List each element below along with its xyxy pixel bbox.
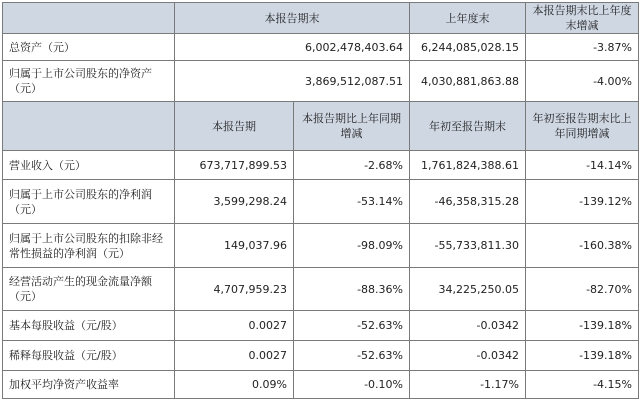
value-cell: -0.0342 — [410, 311, 526, 341]
value-cell: 3,599,298.24 — [175, 180, 294, 224]
value-cell: 6,244,085,028.15 — [410, 34, 526, 61]
table-row — [3, 34, 639, 61]
value-cell: 673,717,899.53 — [175, 151, 294, 180]
header-blank-cell — [3, 3, 175, 34]
col-header-ytd-change: 年初至报告期末比上年同期增减 — [526, 102, 639, 151]
value-cell: -52.63% — [294, 341, 410, 371]
row-label: 总资产（元） — [3, 34, 175, 61]
value-cell: -0.10% — [294, 371, 410, 399]
col-header-ytd: 年初至报告期末 — [410, 102, 526, 151]
table-row — [3, 268, 639, 311]
financial-summary — [2, 2, 638, 403]
bottom-header-row — [3, 102, 639, 151]
col-header-change-vs-prior-year-end: 本报告期末比上年度末增减 — [526, 3, 639, 34]
table-row — [3, 151, 639, 180]
value-cell: -46,358,315.28 — [410, 180, 526, 224]
table-row — [3, 180, 639, 224]
value-cell: -2.68% — [294, 151, 410, 180]
value-cell: -139.18% — [526, 341, 639, 371]
financial-table — [2, 2, 639, 399]
col-header-current-period: 本报告期 — [175, 102, 294, 151]
row-label: 经营活动产生的现金流量净额（元） — [3, 268, 175, 311]
value-cell: -55,733,811.30 — [410, 224, 526, 268]
col-header-prior-year-end: 上年度末 — [410, 3, 526, 34]
table-row — [3, 341, 639, 371]
value-cell: -14.14% — [526, 151, 639, 180]
value-cell: -160.38% — [526, 224, 639, 268]
value-cell: -1.17% — [410, 371, 526, 399]
row-label: 归属于上市公司股东的净利润（元） — [3, 180, 175, 224]
value-cell: 0.0027 — [175, 341, 294, 371]
value-cell: 0.09% — [175, 371, 294, 399]
value-cell: -4.00% — [526, 61, 639, 102]
row-label: 稀释每股收益（元/股） — [3, 341, 175, 371]
value-cell: -4.15% — [526, 371, 639, 399]
row-label: 加权平均净资产收益率 — [3, 371, 175, 399]
value-cell: 4,707,959.23 — [175, 268, 294, 311]
value-cell: -52.63% — [294, 311, 410, 341]
table-row — [3, 61, 639, 102]
row-label: 归属于上市公司股东的扣除非经常性损益的净利润（元） — [3, 224, 175, 268]
top-header-row — [3, 3, 639, 34]
value-cell: -53.14% — [294, 180, 410, 224]
table-row — [3, 371, 639, 399]
value-cell: -98.09% — [294, 224, 410, 268]
value-cell: 4,030,881,863.88 — [410, 61, 526, 102]
col-header-period-end: 本报告期末 — [175, 3, 410, 34]
header-blank-cell — [3, 102, 175, 151]
table-row — [3, 224, 639, 268]
row-label: 营业收入（元） — [3, 151, 175, 180]
value-cell: -88.36% — [294, 268, 410, 311]
table-row — [3, 311, 639, 341]
row-label: 归属于上市公司股东的净资产（元） — [3, 61, 175, 102]
value-cell: -139.18% — [526, 311, 639, 341]
value-cell: 6,002,478,403.64 — [175, 34, 410, 61]
value-cell: -82.70% — [526, 268, 639, 311]
value-cell: 34,225,250.05 — [410, 268, 526, 311]
value-cell: 3,869,512,087.51 — [175, 61, 410, 102]
value-cell: 1,761,824,388.61 — [410, 151, 526, 180]
row-label: 基本每股收益（元/股） — [3, 311, 175, 341]
value-cell: -3.87% — [526, 34, 639, 61]
value-cell: -139.12% — [526, 180, 639, 224]
value-cell: -0.0342 — [410, 341, 526, 371]
value-cell: 0.0027 — [175, 311, 294, 341]
col-header-current-period-change: 本报告期比上年同期增减 — [294, 102, 410, 151]
value-cell: 149,037.96 — [175, 224, 294, 268]
